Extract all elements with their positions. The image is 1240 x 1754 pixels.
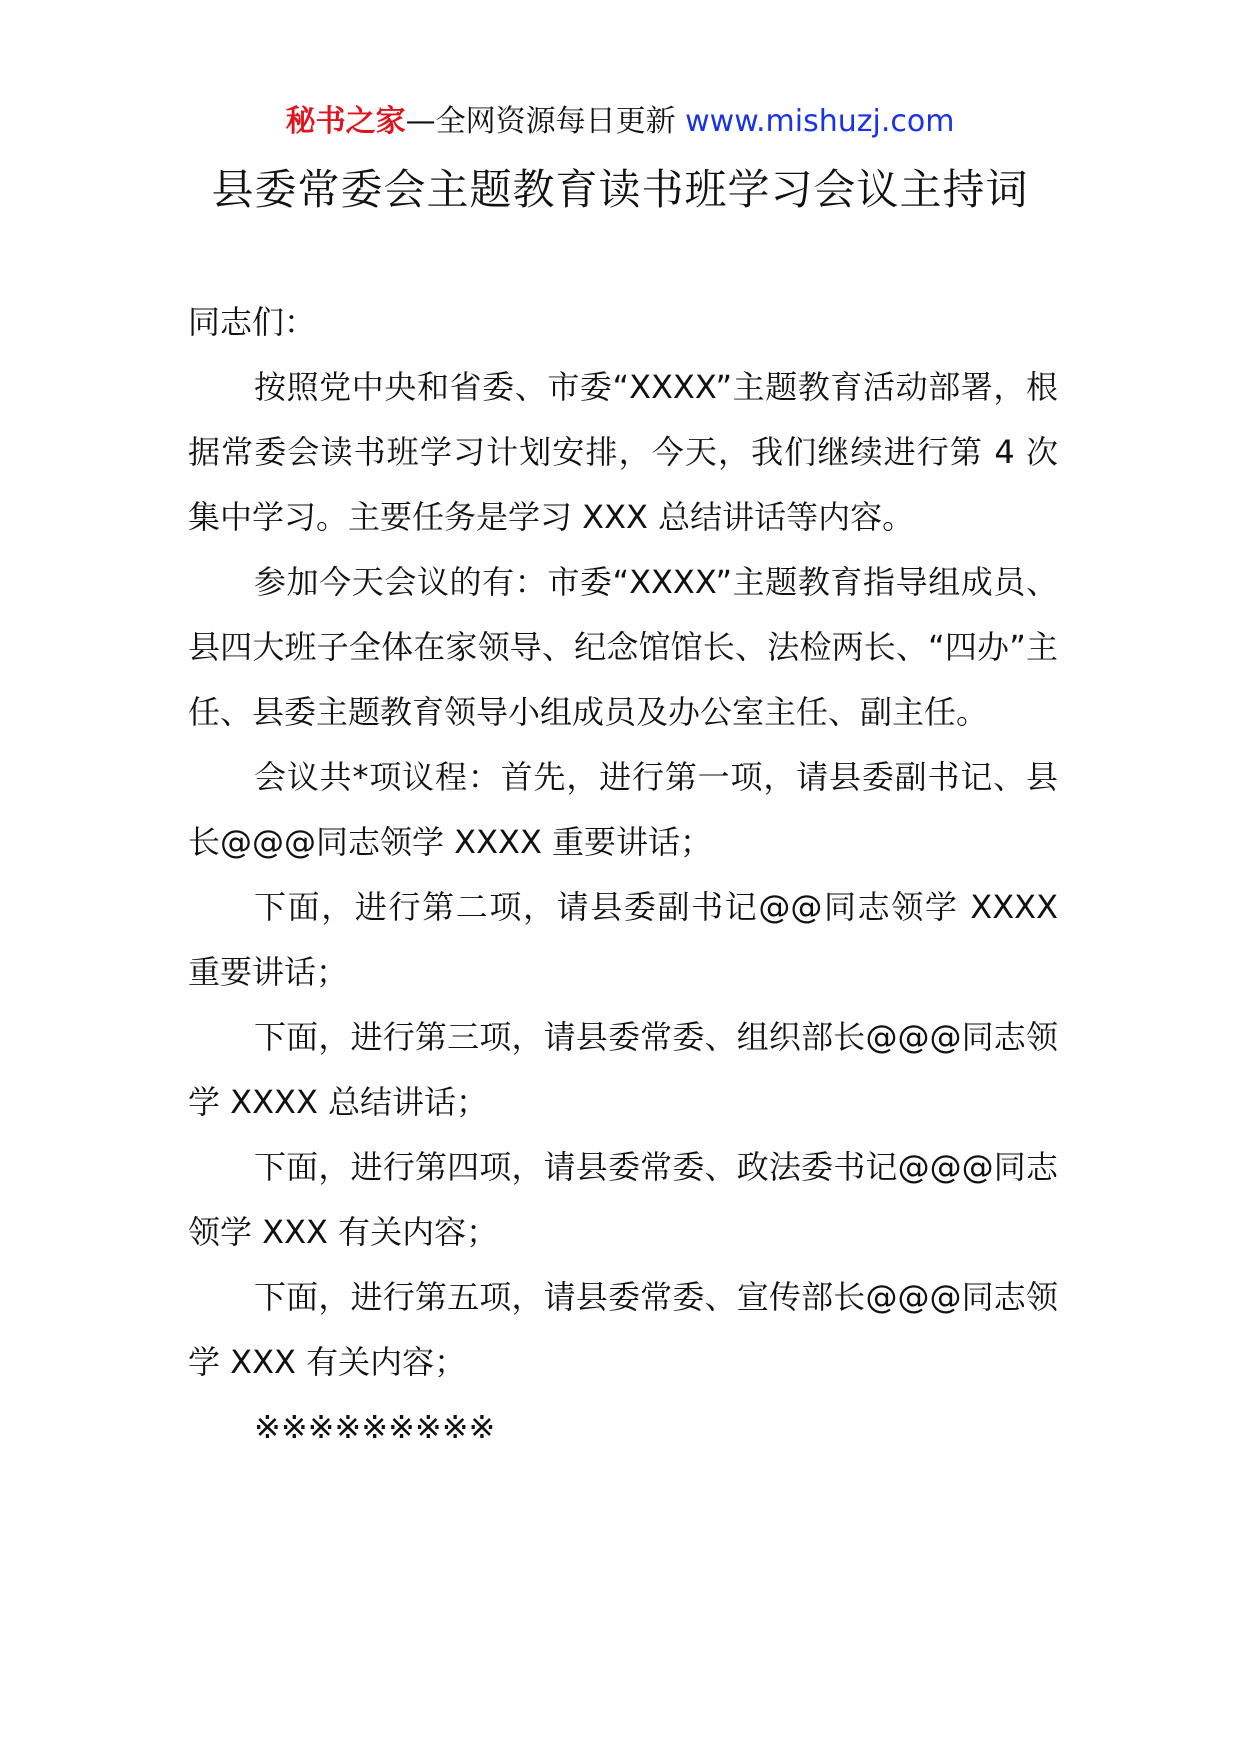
brand-name: 秘书之家	[285, 104, 406, 139]
salutation: 同志们：	[188, 303, 317, 341]
document-title: 县委常委会主题教育读书班学习会议主持词	[211, 165, 1029, 214]
agenda-item-5: 下面，进行第五项，请县委常委、宣传部长@@@同志领学 XXX 有关内容；	[188, 1278, 1058, 1381]
document-body	[188, 290, 1058, 1460]
site-url-link[interactable]: www.mishuzj.com	[685, 104, 955, 139]
header-tagline: —全网资源每日更新	[405, 104, 686, 139]
agenda-item-2: 下面，进行第二项，请县委副书记@@同志领学 XXXX 重要讲话；	[188, 888, 1058, 991]
agenda-item-1: 会议共*项议程：首先，进行第一项，请县委副书记、县长@@@同志领学 XXXX 重要讲话；	[188, 758, 1058, 861]
site-header	[0, 100, 1240, 144]
paragraph-attendees: 参加今天会议的有：市委“XXXX”主题教育指导组成员、县四大班子全体在家领导、纪念馆馆长、法检两长、“四办”主任、县委主题教育领导小组成员及办公室主任、副主任。	[188, 563, 1058, 731]
agenda-item-4: 下面，进行第四项，请县委常委、政法委书记@@@同志领学 XXX 有关内容；	[188, 1148, 1058, 1251]
agenda-item-3: 下面，进行第三项，请县委常委、组织部长@@@同志领学 XXXX 总结讲话；	[188, 1018, 1058, 1121]
section-separator: ※※※※※※※※※	[254, 1408, 496, 1446]
paragraph-intro: 按照党中央和省委、市委“XXXX”主题教育活动部署，根据常委会读书班学习计划安排，今天，我们继续进行第 4 次集中学习。主要任务是学习 XXX 总结讲话等内容。	[188, 368, 1058, 536]
